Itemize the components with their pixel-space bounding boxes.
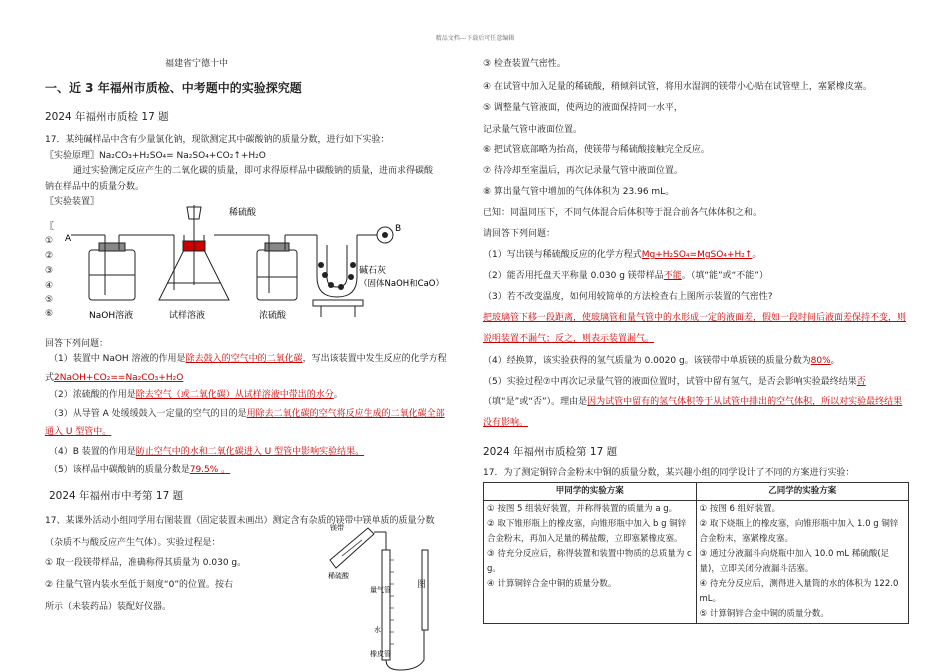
answer-1b-prefix: 式 xyxy=(45,373,55,383)
q2-intro-1: 17、某课外活动小组同学用右图装置（固定装置未画出）测定含有杂质的镁带中镁单质的质量分数 xyxy=(45,516,435,526)
answer-3-prefix: （3）从导管 A 处缓缓鼓入一定量的空气的目的是 xyxy=(49,409,247,419)
apparatus-figure-1 xyxy=(59,205,444,325)
b5-reason: 因为试管中留有的氢气体积等于从试管中排出的空气体积，所以对实验最终结果没有影响。 xyxy=(483,397,903,428)
fig2-label-tube: 量气管 xyxy=(370,586,391,594)
answer-1-prefix: （1）装置中 NaOH 溶液的作用是 xyxy=(49,354,186,364)
answer-5-prefix: （5）该样品中碳酸钠的质量分数是 xyxy=(49,465,190,475)
table-b-step: ② 取下烧瓶上的橡皮塞，向锥形瓶中加入 1.0 g 铜锌合金粉末，塞紧橡皮塞。 xyxy=(699,519,899,544)
table-b-step: ① 按图 6 组好装置。 xyxy=(699,504,781,514)
apparatus-figure-2 xyxy=(290,520,430,672)
table-a-step: ① 按图 5 组装好装置，并称得装置的质量为 a g。 xyxy=(487,504,678,514)
answer-4-prefix: （4）B 装置的作用是 xyxy=(49,447,136,457)
device-label: 〖实验装置〗 xyxy=(45,197,100,207)
principle-text-1: 通过实验测定反应产生的二氧化碳的质量，即可求得原样品中碳酸钠的质量，进而求得碳酸 xyxy=(73,166,434,176)
answer-1-fill: 除去鼓入的空气中的二氧化碳 xyxy=(185,354,303,364)
step-4: ④ 在试管中加入足量的稀硫酸，稍倾斜试管，将用水湿润的镁带小心贴在试管壁上，塞紧橡皮塞。 xyxy=(483,82,872,92)
label-lime: 碱石灰 xyxy=(359,266,387,276)
hidden-step: ⑥ xyxy=(45,309,54,319)
answer-5 xyxy=(49,464,230,476)
b1-prefix: （1）写出镁与稀硫酸反应的化学方程式 xyxy=(483,250,642,260)
label-a: A xyxy=(65,234,72,244)
table-a-step: ② 取下锥形瓶上的橡皮塞，向锥形瓶中加入 b g 铜锌合金粉末，再加入足量的稀盐酸，立即塞紧橡皮塞。 xyxy=(487,519,687,544)
q-b2 xyxy=(483,270,768,282)
comparison-table xyxy=(483,482,909,624)
step-2: ② 往量气管内装水至低于刻度“0”的位置。按右 xyxy=(45,580,233,590)
answer-intro-right: 请回答下列问题： xyxy=(483,229,556,239)
hidden-step: ② xyxy=(45,251,54,261)
label-acid: 稀硫酸 xyxy=(229,208,257,218)
label-h2so4: 浓硫酸 xyxy=(259,311,287,321)
fig2-label-acid: 稀硫酸 xyxy=(328,572,349,580)
table-b-step: ④ 待充分反应后，测得进入量筒的水的体积为 122.0 mL。 xyxy=(699,579,899,604)
label-sample: 试样溶液 xyxy=(169,311,206,321)
step-7: ⑦ 待冷却至室温后，再次记录量气管中液面位置。 xyxy=(483,166,683,176)
b5b-suffix: （填“是”或“否”）。理由是 xyxy=(483,397,588,407)
answer-1-suffix: ，写出该装置中发生反应的化学方程 xyxy=(302,354,447,364)
answer-2-fill: 除去空气（或二氧化碳）从试样溶液中带出的水分 xyxy=(135,390,334,400)
hidden-step: 〖 xyxy=(45,222,55,232)
step-2b: 所示（未装药品）装配好仪器。 xyxy=(45,602,172,612)
answer-5-fill: 79.5% 。 xyxy=(189,465,231,475)
answer-3 xyxy=(49,408,445,420)
page-header: 精品文档---下载后可任意编辑 xyxy=(435,35,515,42)
table-a-step: ③ 待充分反应后，称得装置和装置中物质的总质量为 c g。 xyxy=(487,549,692,574)
fig2-label-water: 水 xyxy=(374,626,381,634)
table-header-a: 甲同学的实验方案 xyxy=(484,483,697,501)
answer-2-prefix: （2）浓硫酸的作用是 xyxy=(49,390,136,400)
answer-3-fill: 用除去二氧化碳的空气将反应生成的二氧化碳全部 xyxy=(246,409,445,419)
label-lime-detail: （固体NaOH和CaO） xyxy=(359,279,444,289)
table-header-b: 乙同学的实验方案 xyxy=(696,483,909,501)
q-b4 xyxy=(483,355,840,367)
known-note: 已知：同温同压下，不同气体混合后体积等于混合前各气体体积之和。 xyxy=(483,208,763,218)
q3-intro: 17．为了测定铜锌合金粉末中铜的质量分数，某兴趣小组的同学设计了不同的方案进行实验： xyxy=(483,468,855,478)
b4-prefix: （4）经换算，该实验获得的氢气质量为 0.0020 g。该镁带中单质镁的质量分数为 xyxy=(483,356,811,366)
hidden-step: ① xyxy=(45,236,54,246)
school-name: 福建省宁德十中 xyxy=(165,59,229,69)
b5-prefix: （5）实验过程⑦中再次记录量气管的液面位置时，试管中留有氢气，是否会影响实验最终结果 xyxy=(483,377,857,387)
q17-intro: 17．某纯碱样品中含有少量氯化钠，现欲测定其中碳酸钠的质量分数，进行如下实验： xyxy=(45,135,390,145)
hidden-step: ⑤ xyxy=(45,295,54,305)
q-b5 xyxy=(483,376,866,388)
b5-fill: 否 xyxy=(856,377,866,387)
section-title: 一、近 3 年福州市质检、中考题中的实验探究题 xyxy=(45,81,302,95)
b2-prefix: （2）能否用托盘天平称量 0.030 g 镁带样品 xyxy=(483,271,664,281)
subheading-3: 2024 年福州市质检第 17 题 xyxy=(483,446,618,458)
answer-4-fill: 防止空气中的水和二氧化碳进入 U 型管中影响实验结果。 xyxy=(135,447,365,457)
subheading-1: 2024 年福州市质检 17 题 xyxy=(45,111,169,123)
step-6: ⑥ 把试管底部略为抬高，使镁带与稀硫酸接触完全反应。 xyxy=(483,145,710,155)
step-5: ⑤ 调整量气管液面，使两边的液面保持同一水平， xyxy=(483,103,683,113)
step-3: ③ 检查装置气密性。 xyxy=(483,59,566,69)
answer-2-suffix: 。 xyxy=(333,390,343,400)
answer-1b-fill: 2NaOH+CO₂==Na₂CO₃+H₂O xyxy=(54,373,184,383)
step-8: ⑧ 算出量气管中增加的气体体积为 23.96 mL。 xyxy=(483,187,675,197)
q2-intro-2: （杂质不与酸反应产生气体）。实验过程是： xyxy=(45,538,221,548)
label-b: B xyxy=(395,224,402,234)
fig2-label-mg: 镁带 xyxy=(330,524,344,532)
step-5b: 记录量气管中液面位置。 xyxy=(483,125,583,135)
b3-answer: 把玻璃管下移一段距离，使玻璃管和量气管中的水形成一定的液面差，假如一段时间后液面差保持不变，则说明装置不漏气；反之，则表示装置漏气。 xyxy=(483,313,907,344)
table-col-a xyxy=(484,501,697,624)
label-naoh: NaOH溶液 xyxy=(89,311,134,321)
q-b5-reason xyxy=(483,392,908,434)
b1-suffix: 。 xyxy=(752,250,762,260)
b4-suffix: 。 xyxy=(830,356,840,366)
hidden-step: ④ xyxy=(45,281,54,291)
hidden-step: ③ xyxy=(45,266,54,276)
answer-1 xyxy=(49,353,447,365)
subheading-2: 2024 年福州市中考第 17 题 xyxy=(49,490,184,502)
principle-text-2: 钠在样品中的质量分数。 xyxy=(45,182,145,192)
table-b-step: ③ 通过分液漏斗向烧瓶中加入 10.0 mL 稀硫酸(足量)，立即关闭分液漏斗活塞。 xyxy=(699,549,890,574)
b2-suffix: 。（填“能”或“不能”） xyxy=(681,271,768,281)
principle-label: 〖实验原理〗Na₂CO₃+H₂SO₄= Na₂SO₄+CO₂↑+H₂O xyxy=(45,151,266,161)
b4-fill: 80% xyxy=(810,356,831,366)
b2-fill: 不能 xyxy=(663,271,682,281)
q-b3: （3）若不改变温度，如何用较简单的方法检查右上图所示装置的气密性? xyxy=(483,292,773,302)
step-1: ① 取一段镁带样品，准确称得其质量为 0.030 g。 xyxy=(45,558,247,568)
answer-2 xyxy=(49,389,343,401)
table-a-step: ④ 计算铜锌合金中铜的质量分数。 xyxy=(487,579,617,589)
answer-intro: 回答下列问题： xyxy=(45,339,109,349)
table-col-b xyxy=(696,501,909,624)
b1-fill: Mg+H₂SO₄=MgSO₄+H₂↑ xyxy=(641,250,753,260)
table-b-step: ⑤ 计算铜锌合金中铜的质量分数。 xyxy=(699,609,829,619)
step-2-figure-ref: 图 xyxy=(417,580,427,590)
answer-3b-fill: 通入 U 型管中。 xyxy=(45,427,112,437)
q-b1 xyxy=(483,249,761,261)
answer-1b xyxy=(45,372,183,384)
answer-3b xyxy=(45,426,111,438)
fig2-label-hose: 橡皮管 xyxy=(370,650,391,658)
answer-4 xyxy=(49,446,364,458)
